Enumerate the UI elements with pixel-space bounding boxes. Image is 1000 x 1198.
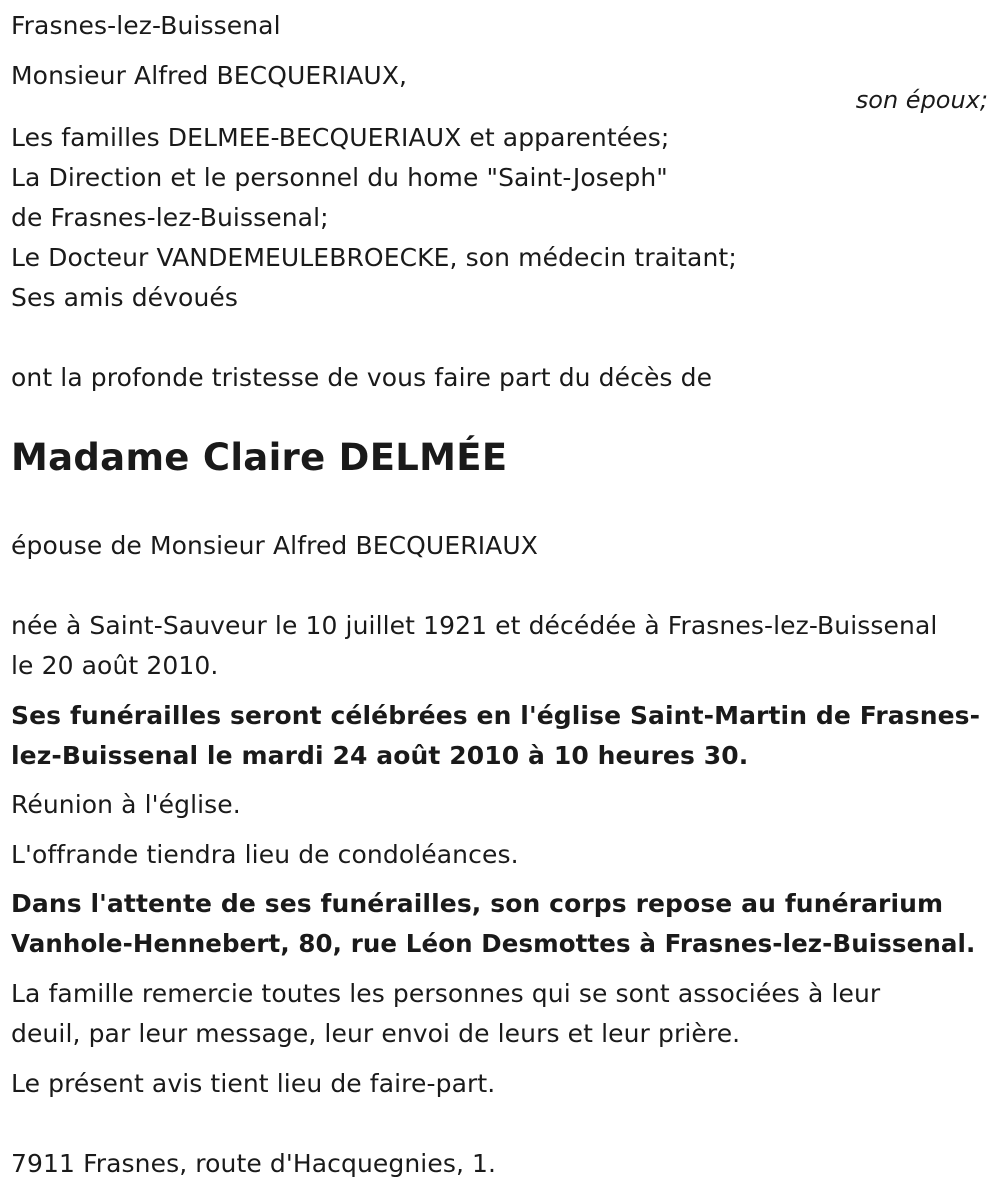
- funeral-line: lez-Buissenal le mardi 24 août 2010 à 10 heures 30.: [11, 741, 749, 770]
- family-address: 7911 Frasnes, route d'Hacquegnies, 1.: [11, 1149, 497, 1178]
- birth-death-line: née à Saint-Sauveur le 10 juillet 1921 et décédée à Frasnes-lez-Buissenal: [11, 611, 938, 640]
- repose-line: Dans l'attente de ses funérailles, son corps repose au funérarium: [11, 889, 944, 918]
- birth-death-line: le 20 août 2010.: [11, 651, 219, 680]
- spouse-name: Monsieur Alfred BECQUERIAUX,: [11, 61, 408, 90]
- deceased-name: Madame Claire DELMÉE: [11, 436, 508, 479]
- meeting-text: Réunion à l'église.: [11, 790, 241, 819]
- wife-of-text: épouse de Monsieur Alfred BECQUERIAUX: [11, 531, 538, 560]
- mourner-line: Le Docteur VANDEMEULEBROECKE, son médecin traitant;: [11, 243, 737, 272]
- mourner-line: Ses amis dévoués: [11, 283, 239, 312]
- notice-text: Le présent avis tient lieu de faire-part.: [11, 1069, 496, 1098]
- locality-heading: Frasnes-lez-Buissenal: [11, 11, 281, 40]
- funeral-line: Ses funérailles seront célébrées en l'église Saint-Martin de Frasnes-: [11, 701, 981, 730]
- mourner-line: La Direction et le personnel du home "Saint-Joseph": [11, 163, 668, 192]
- mourner-line: Les familles DELMEE-BECQUERIAUX et apparentées;: [11, 123, 670, 152]
- announcement-text: ont la profonde tristesse de vous faire part du décès de: [11, 363, 713, 392]
- thanks-line: deuil, par leur message, leur envoi de leurs et leur prière.: [11, 1019, 741, 1048]
- offering-text: L'offrande tiendra lieu de condoléances.: [11, 840, 519, 869]
- spouse-relation: son époux;: [855, 86, 988, 114]
- mourner-line: de Frasnes-lez-Buissenal;: [11, 203, 329, 232]
- thanks-line: La famille remercie toutes les personnes qui se sont associées à leur: [11, 979, 881, 1008]
- repose-line: Vanhole-Hennebert, 80, rue Léon Desmottes à Frasnes-lez-Buissenal.: [11, 929, 976, 958]
